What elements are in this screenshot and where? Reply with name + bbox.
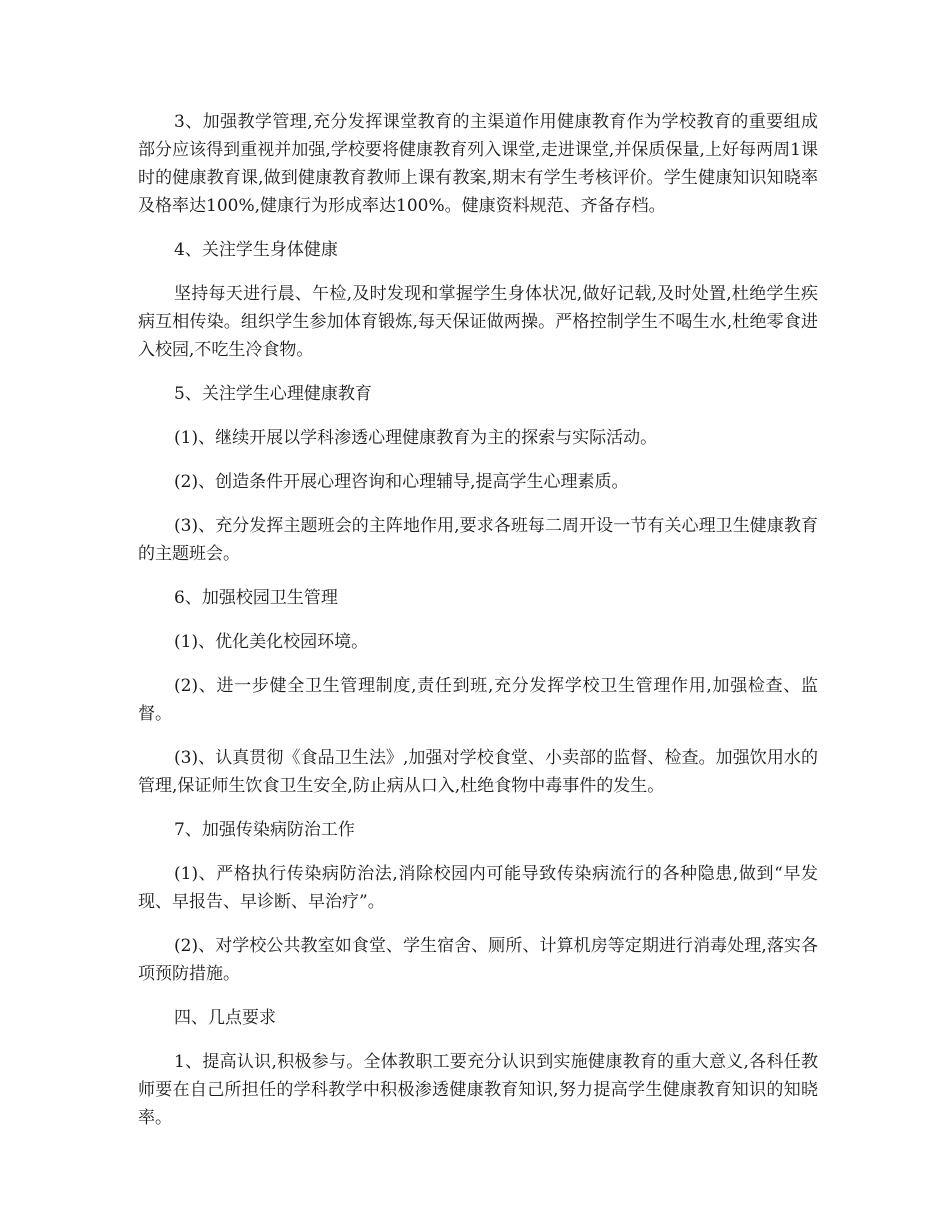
paragraph-prevention-item-2: (2)、对学校公共教室如食堂、学生宿舍、厕所、计算机房等定期进行消毒处理,落实各项预防措施。 <box>138 936 818 984</box>
paragraph-mental-health-item-3: (3)、充分发挥主题班会的主阵地作用,要求各班每二周开设一节有关心理卫生健康教育的主题班会。 <box>138 516 818 564</box>
heading-disease-prevention: 7、加强传染病防治工作 <box>174 820 355 840</box>
paragraph-hygiene-item-2: (2)、进一步健全卫生管理制度,责任到班,充分发挥学校卫生管理作用,加强检查、监督。 <box>138 676 818 724</box>
heading-campus-hygiene: 6、加强校园卫生管理 <box>174 588 338 608</box>
paragraph-mental-health-item-1: (1)、继续开展以学科渗透心理健康教育为主的探索与实际活动。 <box>174 428 658 448</box>
paragraph-teaching-management: 3、加强教学管理,充分发挥课堂教育的主渠道作用健康教育作为学校教育的重要组成部分应该得到重视并加强,学校要将健康教育列入课堂,走进课堂,并保质保量,上好每两周1课时的健康教育课,做到健康教育教师上课有教案,期末有学生考核评价。学生健康知识知晓率及格率达100%,健康行为形成率达100%。健康资料规范、齐备存档。 <box>138 112 818 216</box>
paragraph-requirement-1: 1、提高认识,积极参与。全体教职工要充分认识到实施健康教育的重大意义,各科任教师要在自己所担任的学科教学中积极渗透健康教育知识,努力提高学生健康教育知识的知晓率。 <box>138 1052 818 1128</box>
heading-requirements: 四、几点要求 <box>174 1008 276 1028</box>
heading-physical-health: 4、关注学生身体健康 <box>174 240 338 260</box>
paragraph-hygiene-item-1: (1)、优化美化校园环境。 <box>174 632 369 652</box>
document-body <box>138 108 818 1148</box>
paragraph-hygiene-item-3: (3)、认真贯彻《食品卫生法》,加强对学校食堂、小卖部的监督、检查。加强饮用水的管理,保证师生饮食卫生安全,防止病从口入,杜绝食物中毒事件的发生。 <box>138 748 818 796</box>
heading-mental-health: 5、关注学生心理健康教育 <box>174 384 372 404</box>
paragraph-prevention-item-1: (1)、严格执行传染病防治法,消除校园内可能导致传染病流行的各种隐患,做到“早发现、早报告、早诊断、早治疗”。 <box>138 864 818 912</box>
paragraph-daily-checks: 坚持每天进行晨、午检,及时发现和掌握学生身体状况,做好记载,及时处置,杜绝学生疾病互相传染。组织学生参加体育锻炼,每天保证做两操。严格控制学生不喝生水,杜绝零食进入校园,不吃生冷食物。 <box>138 284 818 360</box>
paragraph-mental-health-item-2: (2)、创造条件开展心理咨询和心理辅导,提高学生心理素质。 <box>174 472 629 492</box>
